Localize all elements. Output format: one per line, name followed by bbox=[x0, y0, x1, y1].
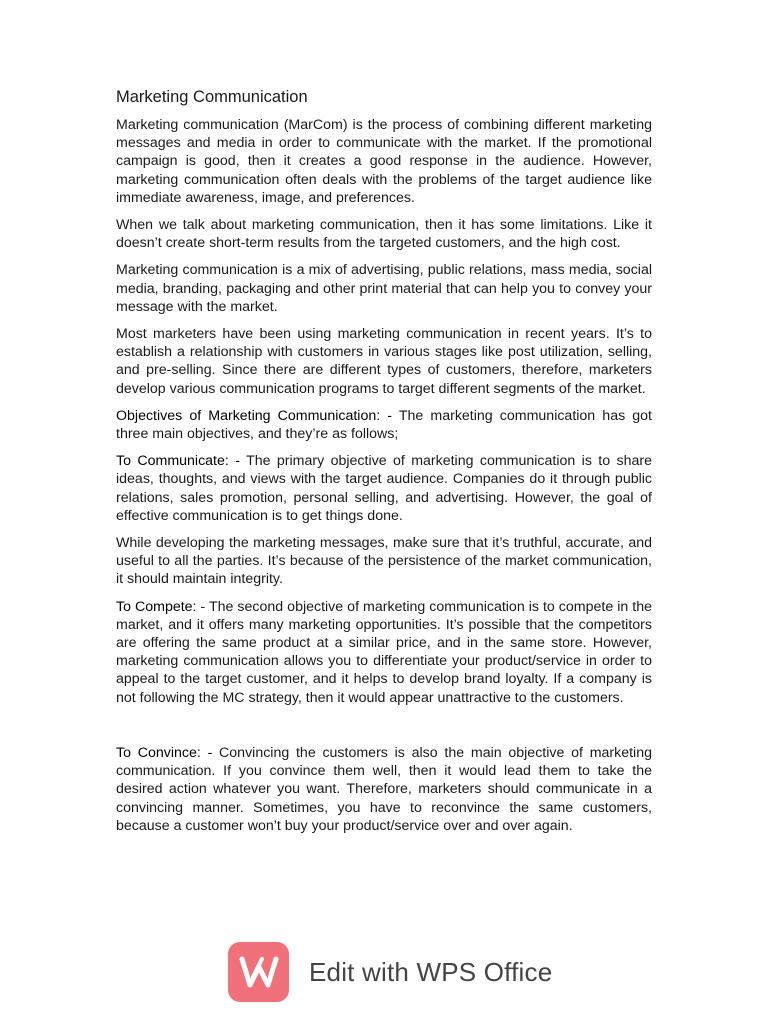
paragraph-limitations bbox=[116, 216, 652, 252]
paragraph-text: Marketing communication is a mix of advertising, public relations, mass media, social media, branding, packaging and other print material that can help you to convey your message with the market. bbox=[116, 262, 652, 315]
paragraph-text: The primary objective of marketing communication is to share ideas, thoughts, and views with the target audience. Companies do it through public relations, sales promotion, personal selling, and advertising. However, the goal of effective communication is to get things done. bbox=[116, 453, 653, 524]
paragraph-text: - The second objective of marketing communication is to compete in the market, and it offers many marketing opportunities. It’s possible that the competitors are offering the same product at a similar price, and in the same store. However, marketing communication allows you to differentiate your product/service in order to appeal to the target customer, and it helps to develop brand loyalty. If a company is not following the MC strategy, then it would appear unattractive to the customers. bbox=[116, 598, 652, 706]
paragraph-text: Convincing the customers is also the main objective of marketing communication. If you convince them well, then it would lead them to take the desired action whatever you want. Therefore, marketers should communicate in a convincing manner. Sometimes, you have to reconvince the same customers, because a customer won’t buy your product/service over and over again. bbox=[116, 744, 652, 834]
wps-watermark bbox=[228, 942, 552, 1002]
wps-logo-icon bbox=[228, 942, 289, 1002]
wps-watermark-text: Edit with WPS Office bbox=[309, 956, 553, 987]
paragraph-text: Most marketers have been using marketing communication in recent years. It’s to establish a relationship with customers in various stages like post utilization, selling, and pre-selling. Since there are different types of customers, therefore, marketers develop various communication programs to target different segments of the market. bbox=[116, 326, 652, 397]
paragraph-intro bbox=[116, 116, 652, 207]
document-title: Marketing Communication bbox=[116, 88, 308, 106]
paragraph-text: Marketing communication (MarCom) is the process of combining different marketing messages and media in order to communicate with the market. If the promotional campaign is good, then it creates a good response in the audience. However, marketing communication often deals with the problems of the target audience like immediate awareness, image, and preferences. bbox=[116, 117, 652, 206]
paragraph-mix bbox=[116, 261, 652, 316]
paragraph-lead: To Communicate: - bbox=[116, 453, 240, 470]
paragraph-text: The marketing communication has got three main objectives, and they’re as follows; bbox=[116, 407, 652, 443]
paragraph-messages bbox=[116, 534, 652, 589]
paragraph-text: While developing the marketing messages, make sure that it’s truthful, accurate, and useful to all the parties. It’s because of the persistence of the market communication, it should maintain integrity. bbox=[116, 535, 652, 588]
blank-line bbox=[116, 716, 652, 744]
paragraph-convince bbox=[116, 744, 652, 835]
paragraph-lead: To Compete: bbox=[116, 598, 197, 615]
paragraph-lead: Objectives of Marketing Communication: - bbox=[116, 407, 392, 424]
paragraph-communicate bbox=[116, 452, 652, 525]
paragraph-marketers bbox=[116, 325, 652, 398]
paragraph-text: When we talk about marketing communication, then it has some limitations. Like it doesn’t create short-term results from the targeted customers, and the high cost. bbox=[116, 217, 652, 252]
wps-w-glyph-icon bbox=[239, 955, 279, 989]
paragraph-objectives bbox=[116, 407, 652, 443]
document-page bbox=[116, 86, 652, 844]
paragraph-compete bbox=[116, 598, 652, 707]
paragraph-lead: To Convince: - bbox=[116, 744, 213, 761]
